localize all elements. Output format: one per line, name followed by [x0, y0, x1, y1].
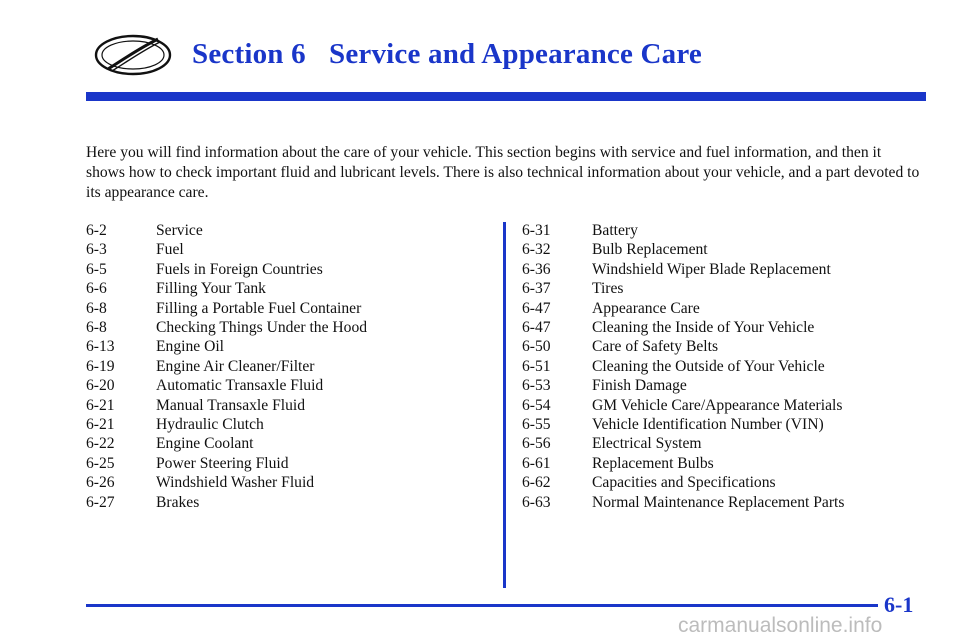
- toc-column-right: [522, 221, 844, 512]
- toc-page-number: 6-27: [86, 493, 115, 511]
- toc-topic: Automatic Transaxle Fluid: [156, 377, 324, 395]
- toc-entry[interactable]: [86, 279, 367, 298]
- watermark: carmanualsonline.info: [678, 614, 883, 637]
- toc-entry[interactable]: [522, 240, 844, 259]
- toc-entry[interactable]: [522, 279, 844, 298]
- toc-page-number: 6-13: [86, 338, 115, 356]
- toc-topic: Battery: [592, 222, 638, 239]
- header-rule: [86, 92, 926, 101]
- toc-entry[interactable]: [522, 473, 844, 492]
- column-divider: [503, 222, 506, 588]
- toc-topic: Finish Damage: [592, 377, 687, 395]
- toc-entry[interactable]: [522, 415, 844, 434]
- toc-page-number: 6-50: [522, 338, 551, 356]
- toc-topic: Fuel: [156, 241, 184, 259]
- toc-page-number: 6-37: [522, 280, 551, 298]
- toc-entry[interactable]: [522, 376, 844, 395]
- toc-entry[interactable]: [86, 376, 367, 395]
- toc-entry[interactable]: [522, 221, 844, 240]
- toc-topic: Power Steering Fluid: [156, 454, 289, 472]
- toc-topic: Engine Air Cleaner/Filter: [156, 357, 315, 375]
- toc-page-number: 6-54: [522, 396, 551, 414]
- toc-page-number: 6-8: [86, 299, 107, 317]
- toc-topic: Care of Safety Belts: [592, 338, 719, 356]
- toc-page-number: 6-25: [86, 454, 115, 472]
- toc-entry[interactable]: [522, 396, 844, 415]
- toc-topic: Hydraulic Clutch: [156, 416, 264, 434]
- toc-page-number: 6-6: [86, 280, 107, 298]
- toc-topic: Filling a Portable Fuel Container: [156, 299, 362, 317]
- toc-topic: Filling Your Tank: [156, 280, 266, 298]
- toc-entry[interactable]: [522, 299, 844, 318]
- section-label: Section 6: [192, 38, 306, 70]
- toc-page-number: 6-56: [522, 435, 551, 453]
- toc-entry[interactable]: [86, 299, 367, 318]
- toc-column-left: [86, 221, 367, 512]
- toc-topic: Windshield Washer Fluid: [156, 474, 315, 492]
- toc-page-number: 6-21: [86, 416, 115, 434]
- page-title: [192, 38, 702, 71]
- toc-page-number: 6-2: [86, 222, 107, 239]
- toc-page-number: 6-51: [522, 357, 551, 375]
- toc-topic: Replacement Bulbs: [592, 454, 714, 472]
- toc-page-number: 6-55: [522, 416, 551, 434]
- toc-entry[interactable]: [86, 454, 367, 473]
- toc-entry[interactable]: [522, 493, 844, 512]
- toc-topic: Service: [156, 222, 203, 239]
- toc-topic: Engine Coolant: [156, 435, 254, 453]
- toc-page-number: 6-20: [86, 377, 115, 395]
- toc-page-number: 6-3: [86, 241, 107, 259]
- toc-topic: Capacities and Specifications: [592, 474, 776, 492]
- toc-entry[interactable]: [86, 318, 367, 337]
- brand-emblem-icon: [94, 33, 172, 77]
- toc-page-number: 6-26: [86, 474, 115, 492]
- toc-page-number: 6-31: [522, 222, 551, 239]
- toc-page-number: 6-36: [522, 260, 551, 278]
- toc-topic: GM Vehicle Care/Appearance Materials: [592, 396, 843, 414]
- toc-entry[interactable]: [86, 473, 367, 492]
- toc-page-number: 6-47: [522, 319, 551, 337]
- toc-topic: Fuels in Foreign Countries: [156, 260, 323, 278]
- toc-topic: Cleaning the Inside of Your Vehicle: [592, 319, 815, 337]
- toc-page-number: 6-62: [522, 474, 551, 492]
- intro-paragraph: Here you will find information about the care of your vehicle. This section begins with service and fuel information, and then it shows how to check important fluid and lubricant levels. There is also technical information about your vehicle, and a part devoted to its appearance care.: [86, 144, 920, 201]
- toc-topic: Bulb Replacement: [592, 241, 708, 259]
- toc-entry[interactable]: [86, 221, 367, 240]
- toc-page-number: 6-63: [522, 493, 551, 511]
- toc-entry[interactable]: [522, 434, 844, 453]
- footer-rule: [86, 604, 878, 607]
- toc-page-number: 6-8: [86, 319, 107, 337]
- toc-page-number: 6-22: [86, 435, 115, 453]
- toc-page-number: 6-61: [522, 454, 551, 472]
- toc-entry[interactable]: [86, 260, 367, 279]
- toc-entry[interactable]: [86, 240, 367, 259]
- toc-entry[interactable]: [86, 434, 367, 453]
- toc-entry[interactable]: [522, 260, 844, 279]
- toc-entry[interactable]: [86, 357, 367, 376]
- toc-page-number: 6-5: [86, 260, 107, 278]
- toc-entry[interactable]: [86, 415, 367, 434]
- toc-page-number: 6-47: [522, 299, 551, 317]
- toc-topic: Vehicle Identification Number (VIN): [592, 416, 824, 434]
- toc-page-number: 6-53: [522, 377, 551, 395]
- toc-entry[interactable]: [86, 337, 367, 356]
- toc-topic: Appearance Care: [592, 299, 700, 317]
- toc-entry[interactable]: [522, 357, 844, 376]
- toc-entry[interactable]: [522, 318, 844, 337]
- page-number: 6-1: [884, 592, 914, 617]
- toc-page-number: 6-32: [522, 241, 551, 259]
- toc-topic: Tires: [592, 280, 624, 298]
- toc-entry[interactable]: [86, 493, 367, 512]
- toc-topic: Brakes: [156, 493, 200, 511]
- toc-page-number: 6-19: [86, 357, 115, 375]
- section-title: Service and Appearance Care: [329, 38, 702, 70]
- page-header: [0, 0, 960, 110]
- toc-topic: Manual Transaxle Fluid: [156, 396, 306, 414]
- toc-topic: Electrical System: [592, 435, 702, 453]
- toc-topic: Cleaning the Outside of Your Vehicle: [592, 357, 825, 375]
- toc-entry[interactable]: [522, 337, 844, 356]
- toc-entry[interactable]: [86, 396, 367, 415]
- toc-topic: Checking Things Under the Hood: [156, 319, 368, 337]
- toc-page-number: 6-21: [86, 396, 115, 414]
- toc-topic: Engine Oil: [156, 338, 224, 356]
- toc-topic: Windshield Wiper Blade Replacement: [592, 260, 831, 278]
- toc-topic: Normal Maintenance Replacement Parts: [592, 493, 845, 511]
- toc-entry[interactable]: [522, 454, 844, 473]
